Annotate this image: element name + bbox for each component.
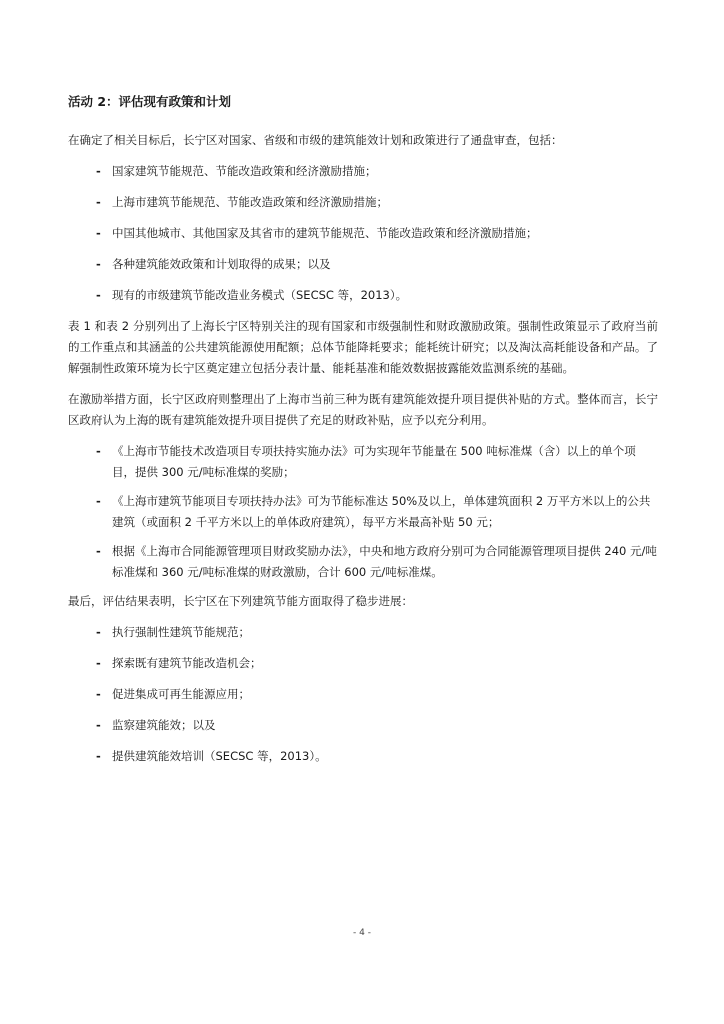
list-item-text: 根据《上海市合同能源管理项目财政奖励办法》，中央和地方政府分别可为合同能源管理项目提供 240 元/吨标准煤和 360 元/吨标准煤的财政激励，合计 600 元/吨标准煤。 [112, 544, 657, 579]
bullet-dash: - [96, 444, 101, 458]
bullet-dash: - [96, 164, 101, 178]
list-item [68, 441, 658, 483]
bullet-dash: - [96, 544, 101, 558]
list-item [68, 684, 658, 704]
list-item-text: 中国其他城市、其他国家及其省市的建筑节能规范、节能改造政策和经济激励措施； [112, 226, 538, 240]
list-item-text: 各种建筑能效政策和计划取得的成果；以及 [112, 257, 331, 271]
list-item [68, 285, 658, 305]
list-item [68, 254, 658, 274]
bullet-dash: - [96, 195, 101, 209]
progress-list [68, 622, 658, 766]
list-item [68, 192, 658, 212]
list-item [68, 541, 658, 583]
list-item-text: 促进集成可再生能源应用； [112, 687, 250, 701]
list-item-text: 国家建筑节能规范、节能改造政策和经济激励措施； [112, 164, 377, 178]
list-item-text: 监察建筑能效；以及 [112, 718, 216, 732]
list-item-text: 《上海市节能技术改造项目专项扶持实施办法》可为实现年节能量在 500 吨标准煤（含）以上的单个项目，提供 300 元/吨标准煤的奖励； [112, 444, 636, 479]
list-item-text: 执行强制性建筑节能规范； [112, 625, 250, 639]
list-item [68, 491, 658, 533]
list-item [68, 223, 658, 243]
list-item-text: 提供建筑能效培训（SECSC 等，2013）。 [112, 749, 327, 763]
list-item-text: 探索既有建筑节能改造机会； [112, 656, 262, 670]
page-number: - 4 - [353, 928, 371, 938]
conclusion-paragraph: 最后，评估结果表明，长宁区在下列建筑节能方面取得了稳步进展： [68, 594, 413, 608]
bullet-dash: - [96, 749, 101, 763]
list-item-text: 《上海市建筑节能项目专项扶持办法》可为节能标准达 50%及以上，单体建筑面积 2 万平方米以上的公共建筑（或面积 2 千平方米以上的单体政府建筑），每平方米最高补贴 50 元； [112, 494, 651, 529]
list-item-text: 上海市建筑节能规范、节能改造政策和经济激励措施； [112, 195, 388, 209]
intro-paragraph: 在确定了相关目标后，长宁区对国家、省级和市级的建筑能效计划和政策进行了通盘审查，包括： [68, 133, 563, 147]
list-item [68, 653, 658, 673]
table-paragraph: 表 1 和表 2 分别列出了上海长宁区特别关注的现有国家和市级强制性和财政激励政策。强制性政策显示了政府当前的工作重点和其涵盖的公共建筑能源使用配额；总体节能降耗要求；能耗统计研究；以及淘汰高耗能设备和产品。了解强制性政策环境为长宁区奠定建立包括分表计量、能耗基准和能效数据披露能效监测系统的基础。 [68, 319, 658, 375]
list-item [68, 746, 658, 766]
incentive-list [68, 441, 658, 583]
bullet-dash: - [96, 257, 101, 271]
bullet-dash: - [96, 226, 101, 240]
bullet-dash: - [96, 625, 101, 639]
document-page [68, 94, 658, 777]
bullet-dash: - [96, 656, 101, 670]
list-item [68, 161, 658, 181]
list-item [68, 715, 658, 735]
incentive-paragraph: 在激励举措方面，长宁区政府则整理出了上海市当前三种为既有建筑能效提升项目提供补贴的方式。整体而言，长宁区政府认为上海的既有建筑能效提升项目提供了充足的财政补贴，应予以充分利用。 [68, 392, 658, 427]
bullet-dash: - [96, 288, 101, 302]
bullet-dash: - [96, 494, 101, 508]
bullet-dash: - [96, 687, 101, 701]
bullet-dash: - [96, 718, 101, 732]
list-item [68, 622, 658, 642]
list-item-text: 现有的市级建筑节能改造业务模式（SECSC 等，2013）。 [112, 288, 408, 302]
section-heading: 活动 2：评估现有政策和计划 [68, 94, 232, 109]
review-list [68, 161, 658, 305]
